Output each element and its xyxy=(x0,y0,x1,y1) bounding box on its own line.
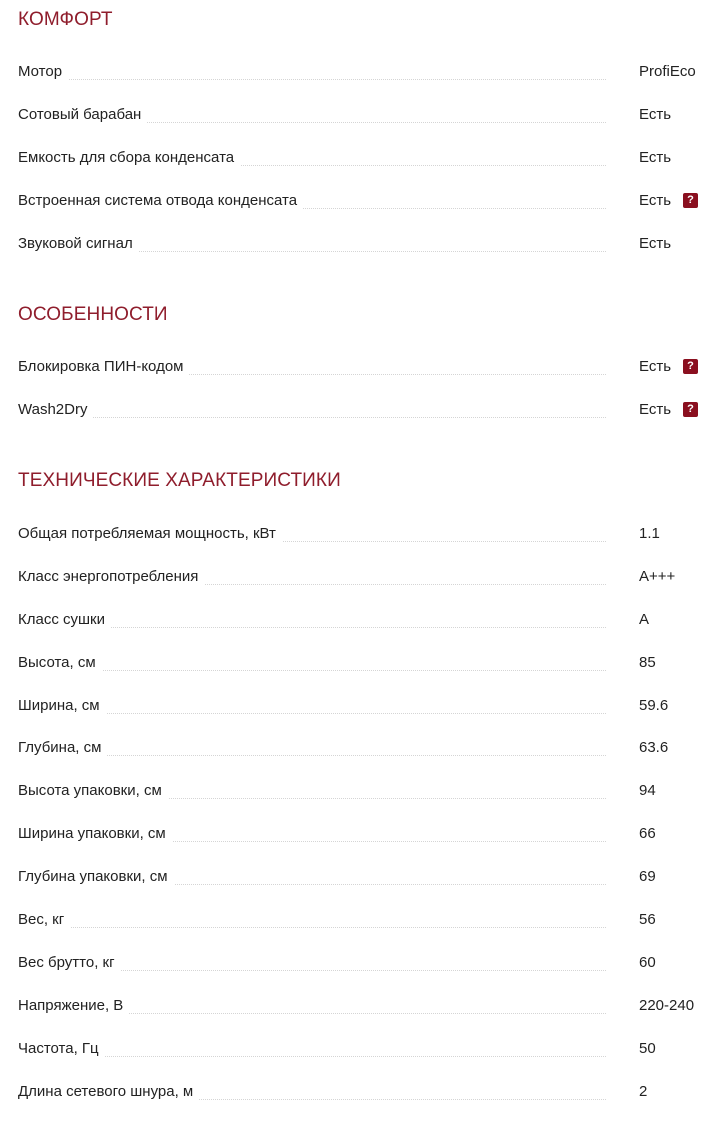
spec-label: Длина сетевого шнура, м xyxy=(18,1083,199,1101)
question-mark-icon[interactable] xyxy=(683,193,698,208)
spec-row-voltage xyxy=(18,997,698,1040)
dotted-leader xyxy=(18,1056,606,1057)
spec-value: Есть xyxy=(639,358,672,375)
section-title-features: ОСОБЕННОСТИ xyxy=(18,304,168,325)
spec-label: Звуковой сигнал xyxy=(18,235,139,253)
spec-value: Есть xyxy=(639,191,672,209)
spec-row-cord-length xyxy=(18,1083,698,1125)
spec-label: Высота, см xyxy=(18,654,102,672)
spec-row-height xyxy=(18,654,698,697)
question-mark-icon[interactable] xyxy=(683,402,698,417)
spec-label: Частота, Гц xyxy=(18,1040,105,1058)
spec-label: Высота упаковки, см xyxy=(18,782,168,800)
spec-row-package-depth xyxy=(18,868,698,911)
spec-label: Блокировка ПИН-кодом xyxy=(18,358,189,376)
spec-value: A+++ xyxy=(639,567,676,585)
spec-label: Глубина упаковки, см xyxy=(18,868,174,886)
spec-row-power xyxy=(18,525,698,568)
spec-label: Сотовый барабан xyxy=(18,106,147,124)
spec-value: Есть xyxy=(639,234,672,252)
spec-row-gross-weight xyxy=(18,954,698,997)
spec-label: Вес брутто, кг xyxy=(18,954,121,972)
spec-label: Ширина упаковки, см xyxy=(18,825,172,843)
spec-label: Ширина, см xyxy=(18,697,106,715)
spec-value: 69 xyxy=(639,868,656,886)
spec-label: Wash2Dry xyxy=(18,401,93,419)
spec-value: 94 xyxy=(639,782,656,800)
spec-label: Глубина, см xyxy=(18,739,107,757)
dotted-leader xyxy=(18,79,606,80)
spec-label: Вес, кг xyxy=(18,911,70,929)
dotted-leader xyxy=(18,927,606,928)
spec-value: 60 xyxy=(639,953,656,971)
spec-value: 63.6 xyxy=(639,739,669,757)
section-comfort xyxy=(18,9,698,277)
spec-row-motor xyxy=(18,63,698,106)
spec-value: 59.6 xyxy=(639,696,669,714)
dotted-leader xyxy=(18,670,606,671)
spec-row-condensate-container xyxy=(18,149,698,192)
spec-row-honeycomb-drum xyxy=(18,106,698,149)
spec-list-features xyxy=(18,358,698,444)
section-title-comfort: КОМФОРТ xyxy=(18,9,113,30)
spec-value: 56 xyxy=(639,911,656,929)
spec-row-condensate-drain xyxy=(18,192,698,235)
spec-label: Мотор xyxy=(18,63,68,81)
spec-label: Емкость для сбора конденсата xyxy=(18,149,240,167)
section-features xyxy=(18,304,698,444)
spec-row-package-height xyxy=(18,782,698,825)
spec-list-tech xyxy=(18,525,698,1125)
spec-row-depth xyxy=(18,739,698,782)
spec-list-comfort xyxy=(18,63,698,277)
spec-label: Класс энергопотребления xyxy=(18,568,204,586)
spec-row-sound-signal xyxy=(18,235,698,278)
spec-label: Класс сушки xyxy=(18,611,111,629)
spec-row-frequency xyxy=(18,1040,698,1083)
spec-row-drying-class xyxy=(18,611,698,654)
spec-row-package-width xyxy=(18,825,698,868)
section-title-tech-specs: ТЕХНИЧЕСКИЕ ХАРАКТЕРИСТИКИ xyxy=(18,470,341,491)
spec-row-weight xyxy=(18,911,698,954)
dotted-leader xyxy=(18,713,606,714)
spec-row-width xyxy=(18,697,698,740)
spec-value: ProfiEco xyxy=(639,63,696,80)
spec-value: Есть xyxy=(639,105,672,123)
spec-label: Напряжение, В xyxy=(18,997,129,1015)
spec-value: 2 xyxy=(639,1082,648,1100)
spec-value: 50 xyxy=(639,1039,656,1057)
spec-value: 85 xyxy=(639,653,656,671)
dotted-leader xyxy=(18,417,606,418)
spec-value: 220-240 xyxy=(639,996,695,1014)
spec-label: Общая потребляемая мощность, кВт xyxy=(18,525,282,543)
spec-value: A xyxy=(639,610,650,628)
spec-value: Есть xyxy=(639,148,672,166)
spec-row-wash2dry xyxy=(18,401,698,444)
spec-value: 1.1 xyxy=(639,525,660,542)
spec-row-pin-lock xyxy=(18,358,698,401)
spec-row-energy-class xyxy=(18,568,698,611)
section-tech-specs xyxy=(18,470,698,1125)
spec-value: 66 xyxy=(639,825,656,843)
spec-value: Есть xyxy=(639,400,672,418)
spec-label: Встроенная система отвода конденсата xyxy=(18,192,303,210)
question-mark-icon[interactable] xyxy=(683,359,698,374)
